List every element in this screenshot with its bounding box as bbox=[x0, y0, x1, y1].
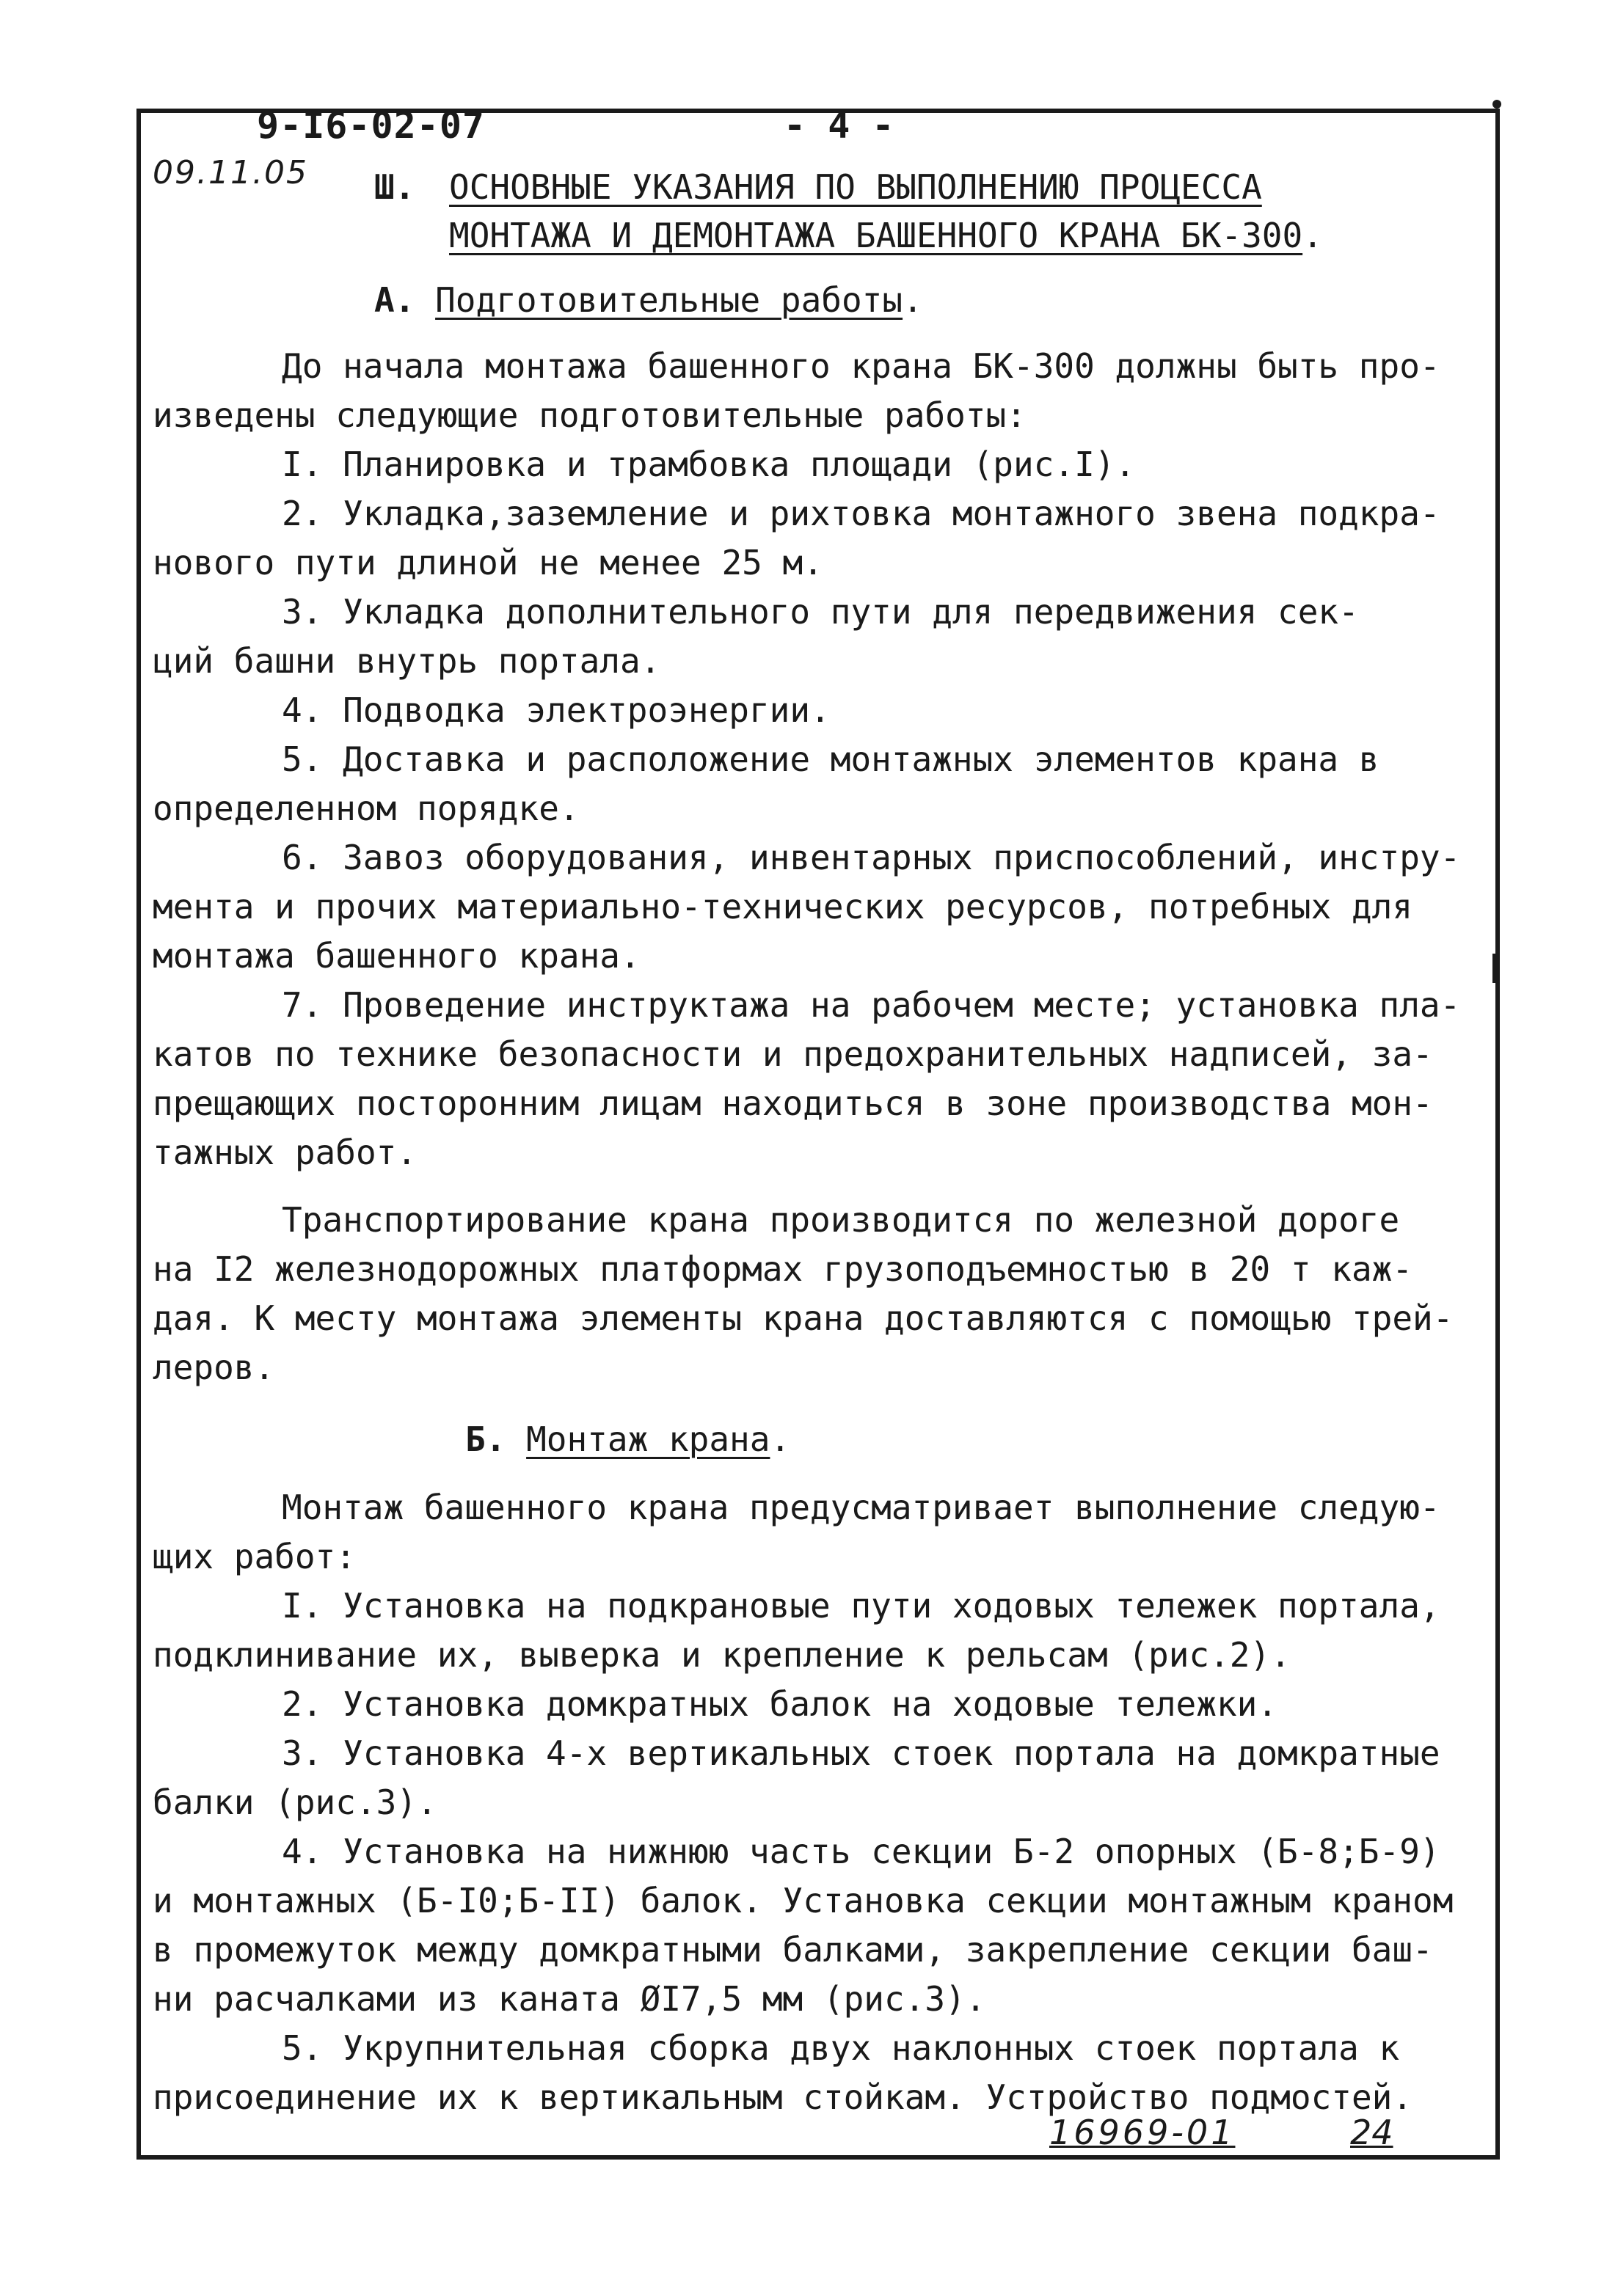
subsection-a-period: . bbox=[903, 280, 923, 320]
body-line: изведены следующие подготовительные работы: bbox=[153, 395, 1027, 435]
scan-mark bbox=[1492, 100, 1501, 109]
body-line: подклинивание их, выверка и крепление к рельсам (рис.2). bbox=[153, 1635, 1291, 1675]
body-line: Монтаж башенного крана предусматривает выполнение следую- bbox=[282, 1488, 1440, 1527]
subsection-b-heading bbox=[465, 1419, 790, 1459]
body-line: 3. Установка 4-х вертикальных стоек портала на домкратные bbox=[282, 1733, 1440, 1773]
body-line: катов по технике безопасности и предохранительных надписей, за- bbox=[153, 1034, 1433, 1074]
body-line: щих работ: bbox=[153, 1537, 356, 1576]
body-line: 5. Доставка и расположение монтажных элементов крана в bbox=[282, 739, 1379, 779]
subsection-b-period: . bbox=[770, 1419, 791, 1459]
body-line: 3. Укладка дополнительного пути для передвижения сек- bbox=[282, 592, 1359, 632]
subsection-b-title: Монтаж крана bbox=[526, 1419, 770, 1459]
body-line: дая. К месту монтажа элементы крана доставляются с помощью трей- bbox=[153, 1298, 1454, 1338]
body-line: мента и прочих материально-технических ресурсов, потребных для bbox=[153, 887, 1413, 926]
section-title-period: . bbox=[1302, 216, 1323, 255]
document-code: 9-I6-02-07 bbox=[257, 104, 486, 147]
section-title-line2-text: МОНТАЖА И ДЕМОНТАЖА БАШЕННОГО КРАНА БК-300 bbox=[449, 216, 1303, 255]
subsection-b-letter: Б. bbox=[465, 1419, 506, 1459]
body-line: 4. Подводка электроэнергии. bbox=[282, 690, 831, 730]
body-line: До начала монтажа башенного крана БК-300 должны быть про- bbox=[282, 346, 1440, 386]
section-number: Ш. bbox=[374, 167, 415, 207]
body-line: прещающих посторонним лицам находиться в зоне производства мон- bbox=[153, 1083, 1433, 1123]
body-line: монтажа башенного крана. bbox=[153, 936, 641, 976]
handwritten-archive-number: 16969-01 bbox=[1049, 2113, 1236, 2152]
body-line: I. Планировка и трамбовка площади (рис.I). bbox=[282, 445, 1136, 484]
section-title-line1: ОСНОВНЫЕ УКАЗАНИЯ ПО ВЫПОЛНЕНИЮ ПРОЦЕССА bbox=[449, 167, 1262, 207]
body-line: присоединение их к вертикальным стойкам. Устройство подмостей. bbox=[153, 2077, 1413, 2117]
subsection-a-title: Подготовительные работы bbox=[435, 280, 903, 320]
scan-mark bbox=[1492, 954, 1496, 983]
body-line: 4. Установка на нижнюю часть секции Б-2 опорных (Б-8;Б-9) bbox=[282, 1832, 1440, 1871]
body-line: нового пути длиной не менее 25 м. bbox=[153, 543, 823, 582]
body-line: Транспортирование крана производится по железной дороге bbox=[282, 1200, 1400, 1240]
body-line: ций башни внутрь портала. bbox=[153, 641, 661, 681]
body-line: на I2 железнодорожных платформах грузоподъемностью в 20 т каж- bbox=[153, 1249, 1413, 1289]
handwritten-date: 09.11.05 bbox=[153, 154, 308, 191]
handwritten-sheet-number: 24 bbox=[1350, 2113, 1393, 2152]
body-line: леров. bbox=[153, 1348, 275, 1387]
body-line: и монтажных (Б-I0;Б-II) балок. Установка секции монтажным краном bbox=[153, 1881, 1454, 1920]
body-line: определенном порядке. bbox=[153, 789, 580, 828]
body-line: тажных работ. bbox=[153, 1133, 418, 1172]
body-line: в промежуток между домкратными балками, закрепление секции баш- bbox=[153, 1930, 1433, 1970]
body-line: ни расчалками из каната ØI7,5 мм (рис.3). bbox=[153, 1979, 986, 2019]
body-line: 5. Укрупнительная сборка двух наклонных стоек портала к bbox=[282, 2028, 1400, 2068]
body-line: балки (рис.3). bbox=[153, 1783, 437, 1822]
subsection-a-heading bbox=[374, 280, 923, 320]
body-line: 6. Завоз оборудования, инвентарных приспособлений, инстру- bbox=[282, 838, 1461, 877]
page-number: - 4 - bbox=[784, 104, 894, 147]
subsection-a-letter: А. bbox=[374, 280, 415, 320]
body-line: 7. Проведение инструктажа на рабочем месте; установка пла- bbox=[282, 985, 1461, 1025]
body-line: I. Установка на подкрановые пути ходовых тележек портала, bbox=[282, 1586, 1440, 1626]
section-title-line2 bbox=[449, 216, 1323, 255]
body-line: 2. Укладка,заземление и рихтовка монтажного звена подкра- bbox=[282, 494, 1440, 533]
body-line: 2. Установка домкратных балок на ходовые тележки. bbox=[282, 1684, 1278, 1724]
